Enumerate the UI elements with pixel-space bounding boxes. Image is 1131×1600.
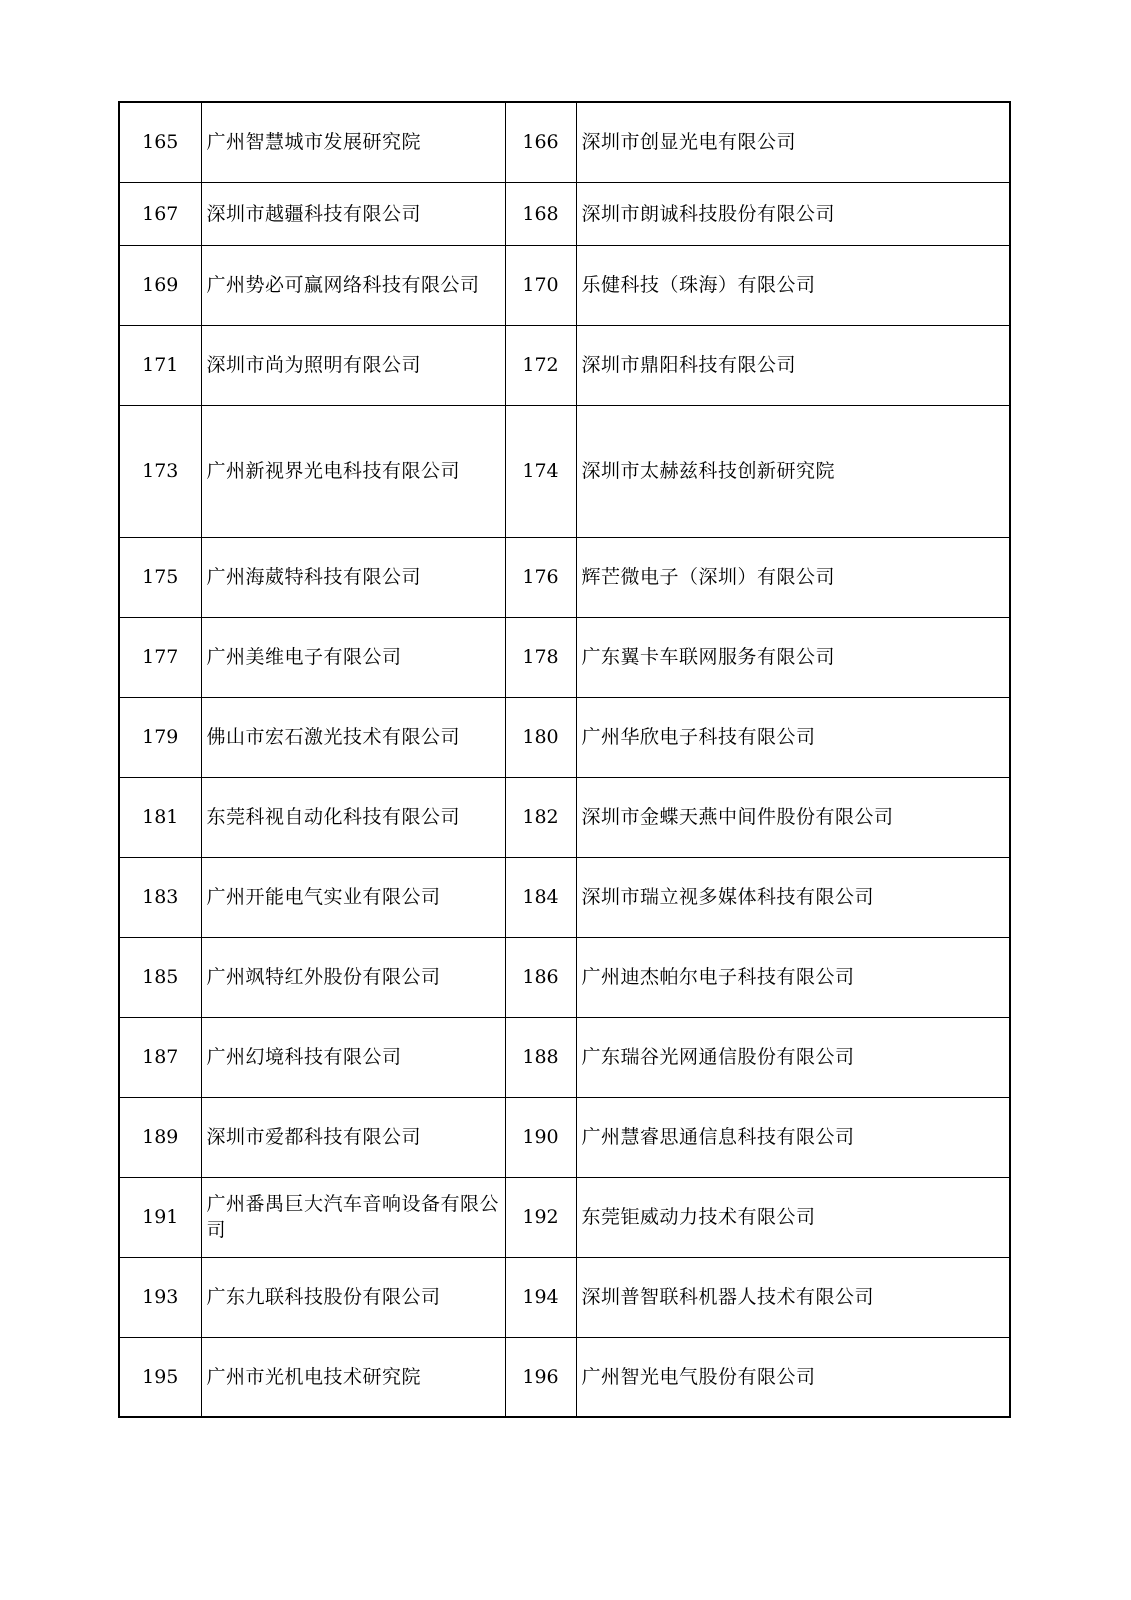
table-row [119, 697, 1010, 777]
company-name: 广州智光电气股份有限公司 [576, 1337, 1010, 1417]
row-number: 181 [119, 777, 201, 857]
row-number: 185 [119, 937, 201, 1017]
company-name: 深圳普智联科机器人技术有限公司 [576, 1257, 1010, 1337]
table-row [119, 1177, 1010, 1257]
company-name: 广州智慧城市发展研究院 [201, 102, 505, 182]
company-name: 广州华欣电子科技有限公司 [576, 697, 1010, 777]
company-name: 佛山市宏石激光技术有限公司 [201, 697, 505, 777]
row-number: 173 [119, 405, 201, 537]
company-list-table [118, 101, 1011, 1418]
table-row [119, 1097, 1010, 1177]
row-number: 191 [119, 1177, 201, 1257]
table-row [119, 537, 1010, 617]
company-name: 广州番禺巨大汽车音响设备有限公司 [201, 1177, 505, 1257]
company-name: 深圳市爱都科技有限公司 [201, 1097, 505, 1177]
table-row [119, 325, 1010, 405]
company-name: 深圳市尚为照明有限公司 [201, 325, 505, 405]
company-name: 深圳市瑞立视多媒体科技有限公司 [576, 857, 1010, 937]
company-name: 深圳市朗诚科技股份有限公司 [576, 182, 1010, 245]
row-number: 192 [505, 1177, 576, 1257]
row-number: 172 [505, 325, 576, 405]
company-name: 深圳市越疆科技有限公司 [201, 182, 505, 245]
row-number: 196 [505, 1337, 576, 1417]
company-name: 广州新视界光电科技有限公司 [201, 405, 505, 537]
table-row [119, 937, 1010, 1017]
row-number: 165 [119, 102, 201, 182]
row-number: 180 [505, 697, 576, 777]
row-number: 174 [505, 405, 576, 537]
row-number: 194 [505, 1257, 576, 1337]
row-number: 175 [119, 537, 201, 617]
company-name: 广州海葳特科技有限公司 [201, 537, 505, 617]
row-number: 167 [119, 182, 201, 245]
company-name: 东莞科视自动化科技有限公司 [201, 777, 505, 857]
row-number: 186 [505, 937, 576, 1017]
row-number: 170 [505, 245, 576, 325]
company-name: 深圳市创显光电有限公司 [576, 102, 1010, 182]
row-number: 189 [119, 1097, 201, 1177]
company-name: 广东九联科技股份有限公司 [201, 1257, 505, 1337]
company-name: 深圳市鼎阳科技有限公司 [576, 325, 1010, 405]
table-row [119, 777, 1010, 857]
company-name: 广州飒特红外股份有限公司 [201, 937, 505, 1017]
row-number: 195 [119, 1337, 201, 1417]
company-name: 广州慧睿思通信息科技有限公司 [576, 1097, 1010, 1177]
table-row [119, 857, 1010, 937]
row-number: 182 [505, 777, 576, 857]
row-number: 187 [119, 1017, 201, 1097]
company-name: 广州迪杰帕尔电子科技有限公司 [576, 937, 1010, 1017]
table-row [119, 102, 1010, 182]
row-number: 178 [505, 617, 576, 697]
table-row [119, 405, 1010, 537]
company-name: 深圳市金蝶天燕中间件股份有限公司 [576, 777, 1010, 857]
table-row [119, 245, 1010, 325]
row-number: 179 [119, 697, 201, 777]
table-row [119, 1257, 1010, 1337]
row-number: 193 [119, 1257, 201, 1337]
row-number: 190 [505, 1097, 576, 1177]
company-name: 辉芒微电子（深圳）有限公司 [576, 537, 1010, 617]
company-name: 广东瑞谷光网通信股份有限公司 [576, 1017, 1010, 1097]
row-number: 183 [119, 857, 201, 937]
company-name: 广州势必可赢网络科技有限公司 [201, 245, 505, 325]
company-name: 东莞钜威动力技术有限公司 [576, 1177, 1010, 1257]
table-row [119, 617, 1010, 697]
row-number: 176 [505, 537, 576, 617]
company-name: 广州幻境科技有限公司 [201, 1017, 505, 1097]
company-name: 乐健科技（珠海）有限公司 [576, 245, 1010, 325]
company-name: 广州开能电气实业有限公司 [201, 857, 505, 937]
table-row [119, 1337, 1010, 1417]
row-number: 177 [119, 617, 201, 697]
row-number: 169 [119, 245, 201, 325]
company-name: 深圳市太赫兹科技创新研究院 [576, 405, 1010, 537]
row-number: 188 [505, 1017, 576, 1097]
company-name: 广州美维电子有限公司 [201, 617, 505, 697]
row-number: 166 [505, 102, 576, 182]
company-name: 广州市光机电技术研究院 [201, 1337, 505, 1417]
table-row [119, 1017, 1010, 1097]
row-number: 168 [505, 182, 576, 245]
row-number: 184 [505, 857, 576, 937]
table-row [119, 182, 1010, 245]
company-name: 广东翼卡车联网服务有限公司 [576, 617, 1010, 697]
row-number: 171 [119, 325, 201, 405]
